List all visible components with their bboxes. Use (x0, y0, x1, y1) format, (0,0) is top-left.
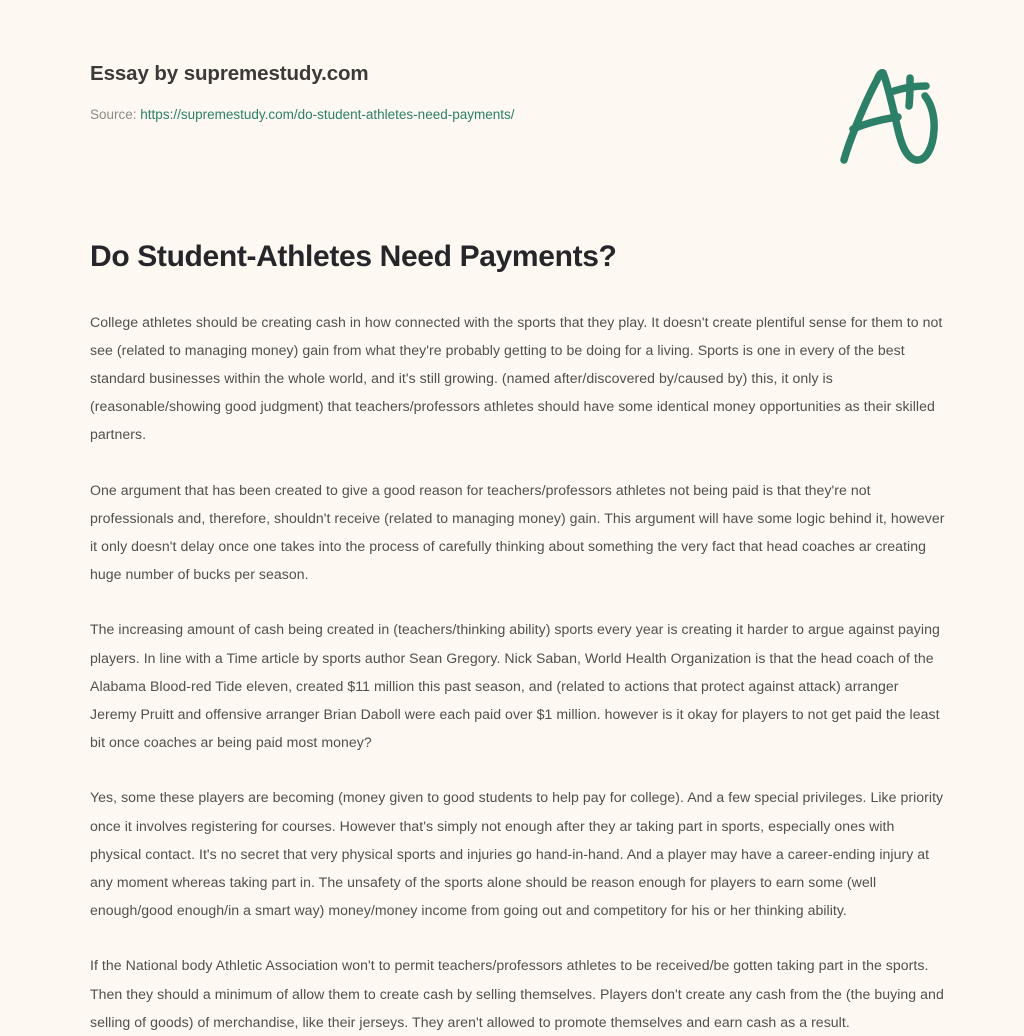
source-url-link[interactable]: https://supremestudy.com/do-student-athletes-need-payments/ (140, 106, 515, 122)
paragraph: One argument that has been created to give a good reason for teachers/professors athletes not being paid is that they're not professionals and, therefore, shouldn't receive (related to managing money) gain. This argument will have some logic behind it, however it only doesn't delay once one takes into the process of carefully thinking about something the very fact that head coaches ar creating huge number of bucks per season. (90, 481, 945, 583)
page-title: Do Student-Athletes Need Payments? (90, 240, 617, 273)
essay-body (90, 308, 945, 1036)
document-header (90, 62, 945, 172)
brand-byline: Essay by supremestudy.com (90, 62, 369, 85)
a-plus-grade-logo-icon (830, 60, 950, 170)
paragraph: The increasing amount of cash being created in (teachers/thinking ability) sports every year is creating it harder to argue against paying players. In line with a Time article by sports author Sean Gregory. Nick Saban, World Health Organization is that the head coach of the Alabama Blood-red Tide eleven, created $11 million this past season, and (related to actions that protect against attack) arranger Jeremy Pruitt and offensive arranger Brian Daboll were each paid over $1 million. however is it okay for players to not get paid the least bit once coaches ar being paid most money? (90, 621, 940, 751)
source-line (90, 106, 945, 125)
paragraph: College athletes should be creating cash in how connected with the sports that they play. It doesn't create plentiful sense for them to not see (related to managing money) gain from what they're probably getting to be doing for a living. Sports is one in every of the best standard businesses within the whole world, and it's still growing. (named after/discovered by/caused by) this, it only is (reasonable/showing good judgment) that teachers/professors athletes should have some identical money opportunities as their skilled partners. (90, 313, 943, 443)
paragraph: Yes, some these players are becoming (money given to good students to help pay for college). And a few special privileges. Like priority once it involves registering for courses. However that's simply not enough after they ar taking part in sports, especially ones with physical contact. It's no secret that very physical sports and injuries go hand-in-hand. And a player may have a career-ending injury at any moment whereas taking part in. The unsafety of the sports alone should be reason enough for players to earn some (well enough/good enough/in a smart way) money/money income from going out and competitory for his or her thinking ability. (90, 789, 944, 919)
essay-article (90, 238, 945, 1036)
paragraph: If the National body Athletic Association won't to permit teachers/professors athletes to be received/be gotten taking part in the sports. Then they should a minimum of allow them to create cash by selling themselves. Players don't create any cash from the (the buying and selling of goods) of merchandise, like their jerseys. They aren't allowed to promote themselves and earn cash as a result. (90, 957, 944, 1030)
source-label: Source: (90, 106, 137, 122)
